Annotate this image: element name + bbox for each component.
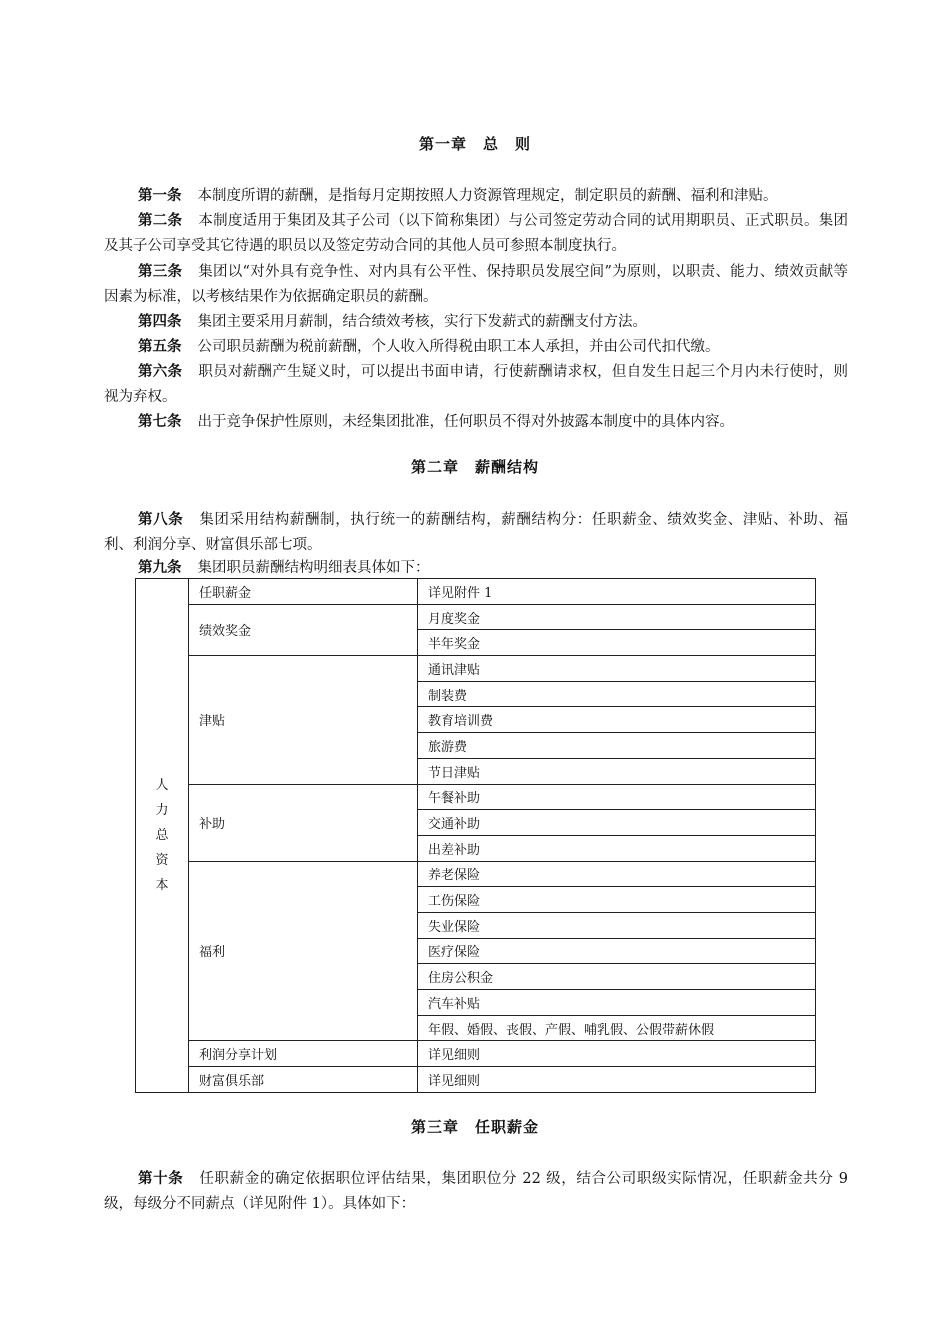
article-text: 本制度所谓的薪酬，是指每月定期按照人力资源管理规定，制定职员的薪酬、福利和津贴。 <box>197 188 778 204</box>
salary-structure-table <box>135 578 816 1093</box>
category-cell: 福利 <box>189 861 418 1041</box>
article-text: 公司职员薪酬为税前薪酬，个人收入所得税由职工本人承担，并由公司代扣代缴。 <box>197 339 720 355</box>
item-cell: 住房公积金 <box>418 964 816 990</box>
item-cell: 失业保险 <box>418 912 816 938</box>
item-cell: 医疗保险 <box>418 938 816 964</box>
item-cell: 交通补助 <box>418 810 816 836</box>
item-cell: 详见细则 <box>418 1041 816 1067</box>
article-label: 第二条 <box>138 213 183 229</box>
row-header-cell <box>136 579 189 1093</box>
article-text: 集团采用结构薪酬制，执行统一的薪酬结构，薪酬结构分：任职薪金、绩效奖金、津贴、补助、福利、利润分享、财富俱乐部七项。 <box>104 512 849 553</box>
table-row <box>136 784 816 810</box>
article-label: 第一条 <box>138 188 182 204</box>
category-cell: 津贴 <box>189 656 418 784</box>
article-4 <box>104 310 848 335</box>
item-cell: 出差补助 <box>418 835 816 861</box>
article-text: 集团主要采用月薪制，结合绩效考核，实行下发薪式的薪酬支付方法。 <box>197 314 647 330</box>
article-6 <box>104 360 848 410</box>
item-cell: 半年奖金 <box>418 630 816 656</box>
article-1 <box>104 184 848 209</box>
item-cell: 年假、婚假、丧假、产假、哺乳假、公假带薪休假 <box>418 1015 816 1041</box>
item-cell: 工伤保险 <box>418 887 816 913</box>
article-text: 集团职员薪酬结构明细表具体如下： <box>197 560 430 576</box>
article-3 <box>104 260 848 310</box>
item-cell: 详见附件 1 <box>418 579 816 605</box>
article-label: 第九条 <box>138 560 182 576</box>
article-text: 集团以“对外具有竞争性、对内具有公平性、保持职员发展空间”为原则，以职责、能力、绩效贡献等因素为标准，以考核结果作为依据确定职员的薪酬。 <box>104 264 848 305</box>
table-row <box>136 1041 816 1067</box>
table-row <box>136 579 816 605</box>
item-cell: 节日津贴 <box>418 758 816 784</box>
category-cell: 补助 <box>189 784 418 861</box>
category-cell: 利润分享计划 <box>189 1041 418 1067</box>
article-5 <box>104 335 848 360</box>
article-text: 任职薪金的确定依据职位评估结果，集团职位分 22 级，结合公司职级实际情况，任职薪金共分 9 级，每级分不同薪点（详见附件 1）。具体如下： <box>104 1171 849 1212</box>
item-cell: 制装费 <box>418 681 816 707</box>
article-8 <box>104 508 848 558</box>
item-cell: 旅游费 <box>418 733 816 759</box>
category-cell: 财富俱乐部 <box>189 1067 418 1093</box>
item-cell: 月度奖金 <box>418 604 816 630</box>
category-cell: 绩效奖金 <box>189 604 418 655</box>
article-7 <box>104 410 848 435</box>
article-text: 职员对薪酬产生疑义时，可以提出书面申请，行使薪酬请求权，但自发生日起三个月内未行使时，则视为弃权。 <box>104 364 849 405</box>
table-row <box>136 656 816 682</box>
article-label: 第五条 <box>138 339 182 355</box>
table-row <box>136 1067 816 1093</box>
table-row <box>136 604 816 630</box>
article-label: 第三条 <box>138 264 183 280</box>
article-label: 第八条 <box>138 512 184 528</box>
item-cell: 通讯津贴 <box>418 656 816 682</box>
article-label: 第六条 <box>138 364 183 380</box>
item-cell: 养老保险 <box>418 861 816 887</box>
article-2 <box>104 209 848 259</box>
chapter1-title: 第一章 总 则 <box>418 135 531 153</box>
article-label: 第十条 <box>138 1171 184 1187</box>
chapter2-title: 第二章 薪酬结构 <box>410 458 539 476</box>
article-text: 出于竞争保护性原则，未经集团批准，任何职员不得对外披露本制度中的具体内容。 <box>197 414 734 430</box>
article-10 <box>104 1167 848 1217</box>
item-cell: 详见细则 <box>418 1067 816 1093</box>
item-cell: 汽车补贴 <box>418 990 816 1016</box>
article-text: 本制度适用于集团及其子公司（以下简称集团）与公司签定劳动合同的试用期职员、正式职员。集团及其子公司享受其它待遇的职员以及签定劳动合同的其他人员可参照本制度执行。 <box>104 213 849 254</box>
article-label: 第七条 <box>138 414 182 430</box>
row-header-text: 人力总资本 <box>155 777 169 893</box>
item-cell: 教育培训费 <box>418 707 816 733</box>
item-cell: 午餐补助 <box>418 784 816 810</box>
table-row <box>136 861 816 887</box>
chapter3-title: 第三章 任职薪金 <box>410 1118 539 1136</box>
article-label: 第四条 <box>138 314 182 330</box>
category-cell: 任职薪金 <box>189 579 418 605</box>
